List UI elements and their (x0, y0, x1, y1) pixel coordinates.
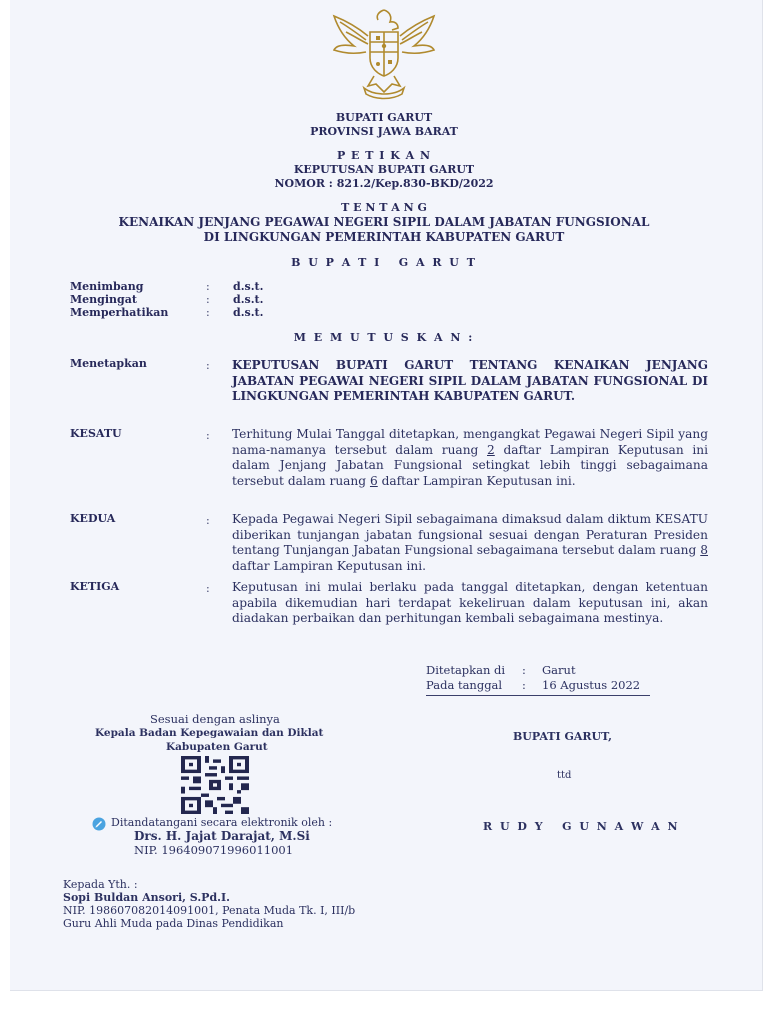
ketiga-text: Keputusan ini mulai berlaku pada tanggal ditetapkan, dengan ketentuan apabila dikemudian hari terdapat kekeliruan dalam keputusan ini, akan diadakan perbaikan dan perhitungan kembali sebagaimana mestinya. (232, 580, 708, 625)
header-title: BUPATI GARUT (335, 111, 433, 124)
petikan-label: P E T I K A N (336, 149, 432, 162)
qr-code-icon (181, 756, 249, 814)
tanggal-value: 16 Agustus 2022 (542, 678, 641, 692)
menetapkan-text: KEPUTUSAN BUPATI GARUT TENTANG KENAIKAN JENJANG JABATAN PEGAWAI NEGERI SIPIL DALAM JABATAN FUNGSIONAL DI LINGKUNGAN PEMERINTAH KABUPATEN GARUT. (232, 358, 708, 403)
recipient-nip: NIP. 198607082014091001, Penata Muda Tk. I, III/b (63, 904, 356, 917)
colon: : (206, 514, 210, 527)
kesatu-label: KESATU (70, 427, 122, 440)
garuda-emblem-icon (328, 6, 440, 100)
colon: : (206, 306, 210, 319)
ruang-number: 2 (487, 442, 495, 457)
menimbang-label: Menimbang (70, 280, 144, 293)
menimbang-value: d.s.t. (233, 280, 264, 293)
electronic-signature-icon (92, 817, 106, 831)
bupati-garut-heading: B U P A T I G A R U T (291, 256, 477, 269)
tentang-label: T E N T A N G (341, 201, 427, 214)
recipient-name: Sopi Buldan Ansori, S.Pd.I. (63, 891, 230, 904)
ditetapkan-value: Garut (542, 663, 576, 677)
ketiga-label: KETIGA (70, 580, 120, 593)
ttd-elektronik-text: Ditandatangani secara elektronik oleh : (111, 816, 333, 829)
bupati-signature-title: BUPATI GARUT, (513, 730, 612, 743)
kesatu-text: Terhitung Mulai Tanggal ditetapkan, mengangkat Pegawai Negeri Sipil yang nama-namanya tersebut dalam ruang 2 daftar Lampiran Keputusan ini dalam Jenjang Jabatan Fungsional setingkat lebih tinggi sebagaimana tersebut dalam ruang 6 daftar Lampiran Keputusan ini. (232, 427, 708, 488)
memperhatikan-label: Memperhatikan (70, 306, 169, 319)
ttd-mark: ttd (557, 770, 572, 781)
colon: : (206, 293, 210, 306)
colon: : (522, 678, 526, 692)
ruang-number: 6 (369, 473, 378, 488)
kepala-badan-title: Kepala Badan Kepegawaian dan Diklat (95, 727, 324, 739)
bupati-name: R U D Y G U N A W A N (483, 820, 680, 833)
sesuai-aslinya: Sesuai dengan aslinya (150, 712, 280, 726)
subject-line-2: DI LINGKUNGAN PEMERINTAH KABUPATEN GARUT (203, 230, 565, 244)
ditetapkan-label: Ditetapkan di (426, 663, 506, 677)
menetapkan-label: Menetapkan (70, 357, 147, 370)
divider (426, 695, 650, 696)
mengingat-label: Mengingat (70, 293, 137, 306)
memperhatikan-value: d.s.t. (233, 306, 264, 319)
kabupaten-title: Kabupaten Garut (166, 741, 268, 753)
colon: : (522, 663, 526, 677)
subject-line-1: KENAIKAN JENJANG PEGAWAI NEGERI SIPIL DALAM JABATAN FUNGSIONAL (118, 215, 650, 229)
header-province: PROVINSI JAWA BARAT (310, 125, 458, 138)
memutuskan-heading: M E M U T U S K A N : (293, 331, 475, 344)
keputusan-title: KEPUTUSAN BUPATI GARUT (293, 163, 475, 176)
recipient-position: Guru Ahli Muda pada Dinas Pendidikan (63, 917, 284, 930)
kepala-badan-name: Drs. H. Jajat Darajat, M.Si (134, 829, 310, 843)
kepala-badan-nip: NIP. 196409071996011001 (134, 843, 294, 857)
colon: : (206, 429, 210, 442)
kedua-text: Kepada Pegawai Negeri Sipil sebagaimana dimaksud dalam diktum KESATU diberikan tunjangan jabatan fungsional sesuai dengan Peraturan Presiden tentang Tunjangan Jabatan Fungsional sebagaimana tersebut dalam ruang 8 daftar Lampiran Keputusan ini. (232, 512, 708, 573)
colon: : (206, 280, 210, 293)
nomor-text: NOMOR : 821.2/Kep.830-BKD/2022 (274, 177, 494, 190)
colon: : (206, 582, 210, 595)
kepada-label: Kepada Yth. : (63, 878, 138, 891)
ruang-number: 8 (700, 543, 708, 557)
mengingat-value: d.s.t. (233, 293, 264, 306)
kedua-label: KEDUA (70, 512, 116, 525)
tanggal-label: Pada tanggal (426, 678, 503, 692)
colon: : (206, 359, 210, 372)
